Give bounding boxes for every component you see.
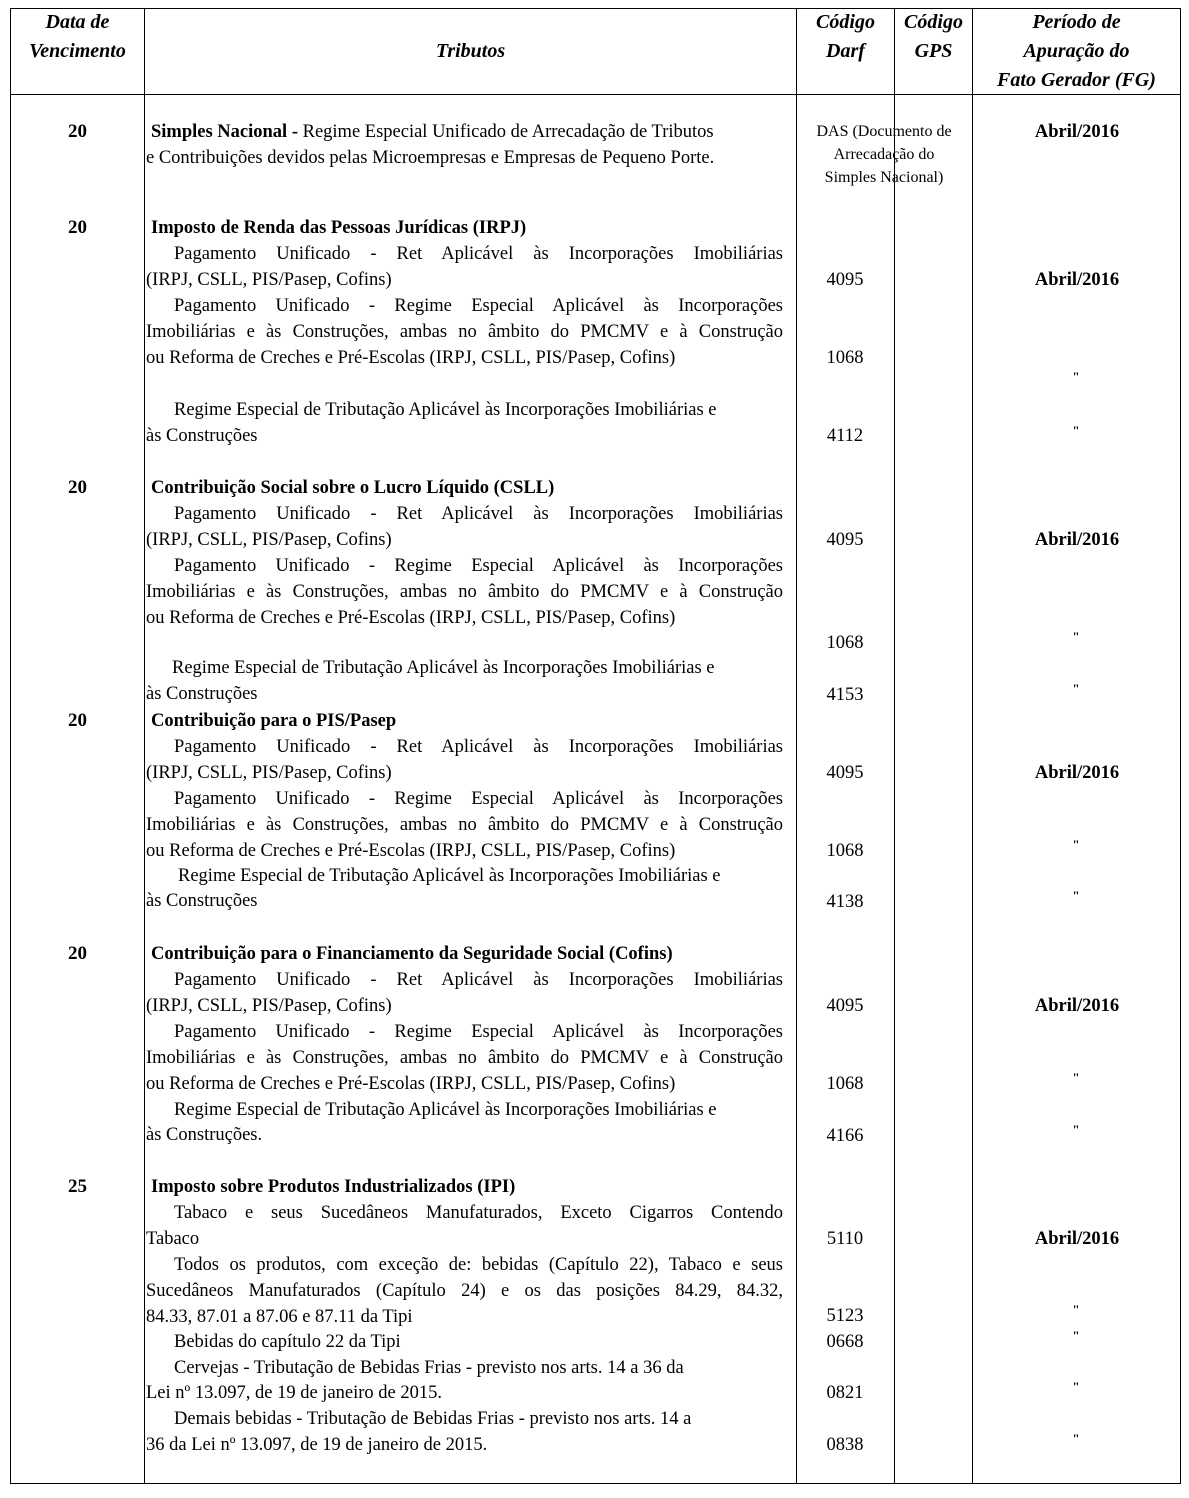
darf-code: 4138 xyxy=(826,892,864,912)
tax-item-line: Imobiliárias e às Construções, ambas no âmbito do PMCMV e à Construção xyxy=(146,322,783,342)
tax-title: Contribuição para o Financiamento da Seguridade Social (Cofins) xyxy=(151,944,673,964)
darf-code: 5123 xyxy=(826,1306,864,1326)
tax-item-line: às Construções xyxy=(146,684,258,704)
darf-code: 4153 xyxy=(826,685,864,705)
tax-item: Regime Especial de Tributação Aplicável às Incorporações Imobiliárias e xyxy=(178,866,721,886)
darf-code: DAS (Documento de xyxy=(816,123,952,140)
ditto-mark: " xyxy=(1072,1302,1080,1317)
column-divider xyxy=(972,8,973,1484)
darf-code: 0838 xyxy=(826,1435,864,1455)
tax-item-line: (IRPJ, CSLL, PIS/Pasep, Cofins) xyxy=(146,270,392,290)
ditto-mark: " xyxy=(1072,423,1080,438)
darf-code: Simples Nacional) xyxy=(824,169,944,186)
tax-item-line: (IRPJ, CSLL, PIS/Pasep, Cofins) xyxy=(146,763,392,783)
tax-title: Contribuição para o PIS/Pasep xyxy=(151,711,397,731)
period: Abril/2016 xyxy=(1034,530,1120,550)
period: Abril/2016 xyxy=(1034,996,1120,1016)
ditto-mark: " xyxy=(1072,1328,1080,1343)
tax-item-line: (IRPJ, CSLL, PIS/Pasep, Cofins) xyxy=(146,530,392,550)
darf-code: 4095 xyxy=(826,763,864,783)
tax-item-line: Lei nº 13.097, de 19 de janeiro de 2015. xyxy=(146,1383,443,1403)
tax-item: Pagamento Unificado - Regime Especial Aplicável às Incorporações xyxy=(174,556,783,576)
tax-item: Pagamento Unificado - Regime Especial Aplicável às Incorporações xyxy=(174,1022,783,1042)
darf-code: 4112 xyxy=(826,426,864,446)
darf-code: Arrecadação do xyxy=(833,146,935,163)
darf-code: 4095 xyxy=(826,530,864,550)
darf-code: 4095 xyxy=(826,270,864,290)
header-tributos: Tributos xyxy=(435,40,506,62)
tax-item: Regime Especial de Tributação Aplicável às Incorporações Imobiliárias e xyxy=(172,658,715,678)
darf-code: 0668 xyxy=(826,1332,864,1352)
tax-title: Simples Nacional - xyxy=(151,122,298,142)
darf-code: 1068 xyxy=(826,348,864,368)
tax-item-line: ou Reforma de Creches e Pré-Escolas (IRPJ, CSLL, PIS/Pasep, Cofins) xyxy=(146,841,676,861)
column-divider xyxy=(796,8,797,1484)
tax-item-line: às Construções xyxy=(146,426,258,446)
ditto-mark: " xyxy=(1072,837,1080,852)
tax-description-line: e Contribuições devidos pelas Microempresas e Empresas de Pequeno Porte. xyxy=(146,148,715,168)
tax-item-line: Imobiliárias e às Construções, ambas no âmbito do PMCMV e à Construção xyxy=(146,1048,783,1068)
tax-item: Cervejas - Tributação de Bebidas Frias - previsto nos arts. 14 a 36 da xyxy=(174,1358,684,1378)
ditto-mark: " xyxy=(1072,369,1080,384)
ditto-mark: " xyxy=(1072,1431,1080,1446)
tax-item: Pagamento Unificado - Ret Aplicável às Incorporações Imobiliárias xyxy=(174,737,783,757)
header-codigo-darf: Código Darf xyxy=(816,11,875,62)
ditto-mark: " xyxy=(1072,681,1080,696)
tax-description-text: Regime Especial Unificado de Arrecadação de Tributos xyxy=(297,122,714,142)
tax-item-line: ou Reforma de Creches e Pré-Escolas (IRPJ, CSLL, PIS/Pasep, Cofins) xyxy=(146,1074,676,1094)
due-date: 20 xyxy=(68,943,87,964)
tax-item: Regime Especial de Tributação Aplicável às Incorporações Imobiliárias e xyxy=(174,1100,717,1120)
due-date: 25 xyxy=(68,1176,87,1197)
tax-item-line: 36 da Lei nº 13.097, de 19 de janeiro de 2015. xyxy=(146,1435,488,1455)
tax-item-line: Sucedâneos Manufaturados (Capítulo 24) e os das posições 84.29, 84.32, xyxy=(146,1281,783,1301)
header-data-vencimento: Data de Vencimento xyxy=(29,11,126,62)
tax-item: Pagamento Unificado - Ret Aplicável às Incorporações Imobiliárias xyxy=(174,970,783,990)
tax-item: Bebidas do capítulo 22 da Tipi xyxy=(174,1332,401,1352)
tax-item-line: às Construções xyxy=(146,891,258,911)
tax-item: Tabaco e seus Sucedâneos Manufaturados, Exceto Cigarros Contendo xyxy=(174,1203,783,1223)
table-border-bottom xyxy=(10,1483,1181,1484)
tax-item-line: às Construções. xyxy=(146,1125,263,1145)
tax-item: Demais bebidas - Tributação de Bebidas Frias - previsto nos arts. 14 a xyxy=(174,1409,692,1429)
tax-title: Contribuição Social sobre o Lucro Líquido (CSLL) xyxy=(151,478,555,498)
tax-item: Pagamento Unificado - Ret Aplicável às Incorporações Imobiliárias xyxy=(174,504,783,524)
ditto-mark: " xyxy=(1072,1379,1080,1394)
table-border-right xyxy=(1180,8,1181,1484)
header-codigo-gps: Código GPS xyxy=(904,11,963,62)
tax-description xyxy=(151,119,714,145)
tax-title: Imposto de Renda das Pessoas Jurídicas (IRPJ) xyxy=(151,218,527,238)
darf-code: 0821 xyxy=(826,1383,864,1403)
darf-code: 1068 xyxy=(826,1074,864,1094)
due-date: 20 xyxy=(68,121,87,142)
tax-item-line: ou Reforma de Creches e Pré-Escolas (IRPJ, CSLL, PIS/Pasep, Cofins) xyxy=(146,608,676,628)
header-periodo: Período de Apuração do Fato Gerador (FG) xyxy=(997,11,1156,91)
period: Abril/2016 xyxy=(1034,270,1120,290)
column-divider xyxy=(144,8,145,1484)
darf-code: 1068 xyxy=(826,841,864,861)
tax-item-line: Imobiliárias e às Construções, ambas no âmbito do PMCMV e à Construção xyxy=(146,582,783,602)
tax-item: Regime Especial de Tributação Aplicável às Incorporações Imobiliárias e xyxy=(174,400,717,420)
tax-item-line: (IRPJ, CSLL, PIS/Pasep, Cofins) xyxy=(146,996,392,1016)
due-date: 20 xyxy=(68,477,87,498)
tax-item-line: Imobiliárias e às Construções, ambas no âmbito do PMCMV e à Construção xyxy=(146,815,783,835)
tax-item: Pagamento Unificado - Regime Especial Aplicável às Incorporações xyxy=(174,296,783,316)
darf-code: 5110 xyxy=(826,1229,864,1249)
tax-title: Imposto sobre Produtos Industrializados (IPI) xyxy=(151,1177,516,1197)
due-date: 20 xyxy=(68,710,87,731)
period: Abril/2016 xyxy=(1034,122,1120,142)
tax-item-line: 84.33, 87.01 a 87.06 e 87.11 da Tipi xyxy=(146,1307,413,1327)
tax-item: Pagamento Unificado - Regime Especial Aplicável às Incorporações xyxy=(174,789,783,809)
ditto-mark: " xyxy=(1072,1070,1080,1085)
darf-code: 1068 xyxy=(826,633,864,653)
period: Abril/2016 xyxy=(1034,1229,1120,1249)
tax-item-line: Tabaco xyxy=(146,1229,200,1249)
tax-item: Todos os produtos, com exceção de: bebidas (Capítulo 22), Tabaco e seus xyxy=(174,1255,783,1275)
ditto-mark: " xyxy=(1072,629,1080,644)
ditto-mark: " xyxy=(1072,1122,1080,1137)
darf-code: 4166 xyxy=(826,1126,864,1146)
darf-code: 4095 xyxy=(826,996,864,1016)
tax-item: Pagamento Unificado - Ret Aplicável às Incorporações Imobiliárias xyxy=(174,244,783,264)
due-date: 20 xyxy=(68,217,87,238)
tax-item-line: ou Reforma de Creches e Pré-Escolas (IRPJ, CSLL, PIS/Pasep, Cofins) xyxy=(146,348,676,368)
period: Abril/2016 xyxy=(1034,763,1120,783)
ditto-mark: " xyxy=(1072,888,1080,903)
column-divider xyxy=(894,8,895,1484)
